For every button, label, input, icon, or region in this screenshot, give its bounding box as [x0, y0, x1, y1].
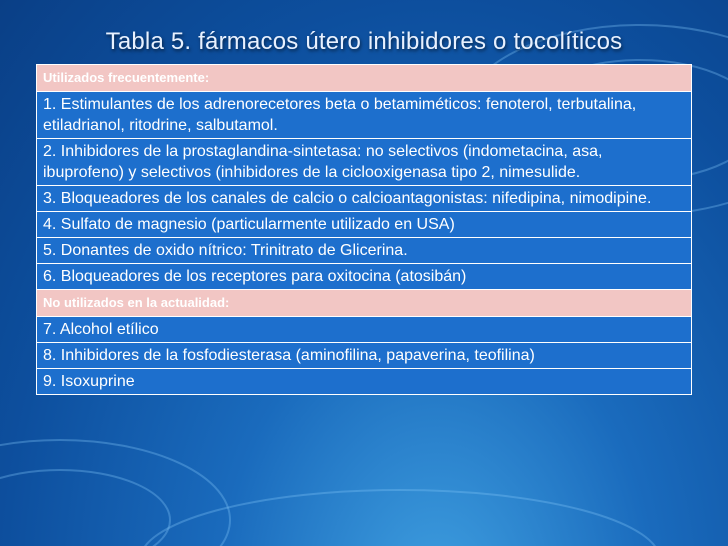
slide-title: Tabla 5. fármacos útero inhibidores o tocolíticos: [105, 28, 623, 55]
table-row: [37, 139, 692, 186]
table-row: [37, 317, 692, 343]
table-cell: 2. Inhibidores de la prostaglandina-sintetasa: no selectivos (indometacina, asa, ibuprofeno) y selectivos (inhibidores de la ciclooxigenasa tipo 2, nimesulide.: [37, 139, 692, 186]
section-header-frequently-used: [37, 65, 692, 92]
table-cell: 3. Bloqueadores de los canales de calcio o calcioantagonistas: nifedipina, nimodipine.: [37, 186, 692, 212]
table-cell: 1. Estimulantes de los adrenorecetores beta o betamiméticos: fenoterol, terbutalina, etiladrianol, ritodrine, salbutamol.: [37, 92, 692, 139]
section-header-label: No utilizados en la actualidad:: [37, 290, 692, 317]
table-row: [37, 264, 692, 290]
drug-table: [36, 64, 692, 395]
table-row: [37, 238, 692, 264]
table-cell: 7. Alcohol etílico: [37, 317, 692, 343]
table-cell: 8. Inhibidores de la fosfodiesterasa (aminofilina, papaverina, teofilina): [37, 343, 692, 369]
table-row: [37, 212, 692, 238]
table-row: [37, 369, 692, 395]
table-row: [37, 343, 692, 369]
table-cell: 9. Isoxuprine: [37, 369, 692, 395]
section-header-not-used: [37, 290, 692, 317]
table-cell: 6. Bloqueadores de los receptores para oxitocina (atosibán): [37, 264, 692, 290]
table-row: [37, 92, 692, 139]
section-header-label: Utilizados frecuentemente:: [37, 65, 692, 92]
table-cell: 5. Donantes de oxido nítrico: Trinitrato de Glicerina.: [37, 238, 692, 264]
table-row: [37, 186, 692, 212]
table-cell: 4. Sulfato de magnesio (particularmente utilizado en USA): [37, 212, 692, 238]
